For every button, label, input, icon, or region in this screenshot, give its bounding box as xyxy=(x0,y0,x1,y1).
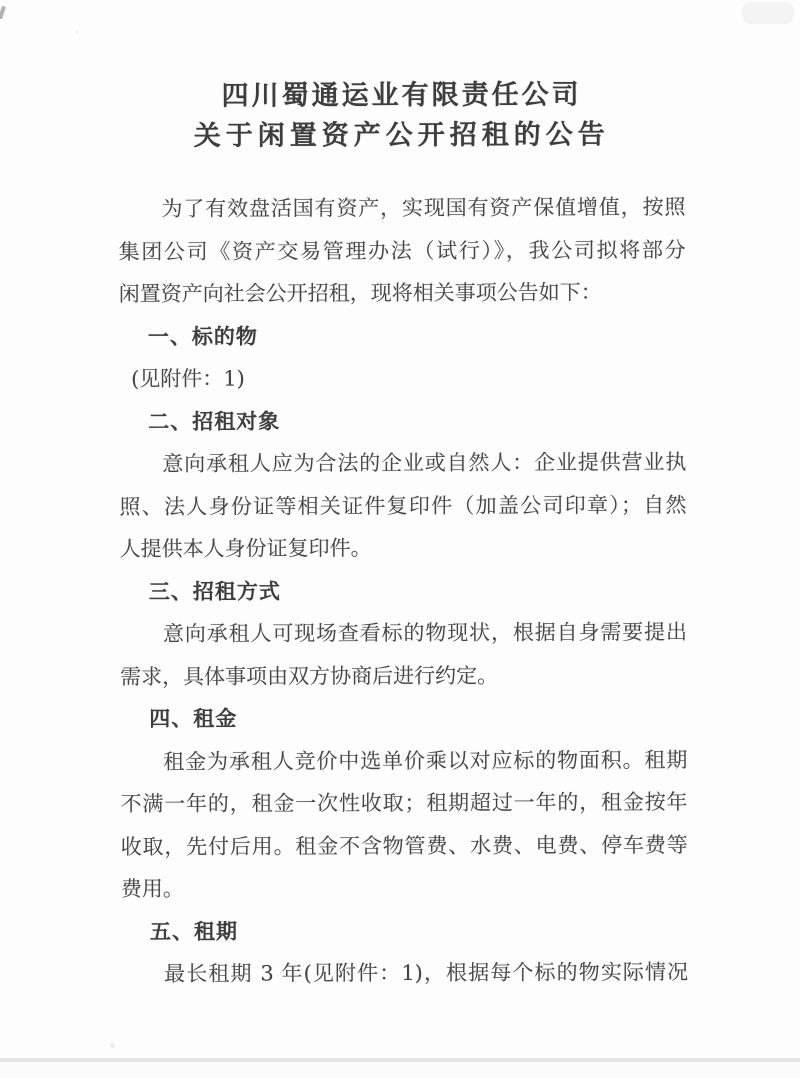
scan-artifact-speck xyxy=(110,1043,115,1048)
section-heading: 五、租期 xyxy=(149,919,239,944)
document-content xyxy=(118,75,688,995)
document-title xyxy=(118,75,685,157)
text-line: 集团公司《资产交易管理办法（试行）》，我公司拟将部分 xyxy=(118,237,686,264)
scan-artifact-mark xyxy=(0,6,6,20)
document-body xyxy=(118,186,688,995)
text-line: 意向承租人可现场查看标的物现状，根据自身需要提出 xyxy=(162,620,687,646)
section-heading: 四、租金 xyxy=(149,706,238,731)
scan-strip-below-edge xyxy=(0,1062,800,1078)
text-line: 照、法人身份证等相关证件复印件（加盖公司印章）；自然 xyxy=(119,492,687,519)
document-title-line2: 关于闲置资产公开招租的公告 xyxy=(193,119,610,152)
section-heading: 一、标的物 xyxy=(147,324,258,349)
text-line: 人提供本人身份证复印件。 xyxy=(119,536,372,561)
scan-artifact-smudge xyxy=(742,2,794,24)
text-line: 不满一年的，租金一次性收取；租期超过一年的，租金按年 xyxy=(120,790,688,816)
text-line: 闲置资产向社会公开招租，现将相关事项公告如下： xyxy=(118,280,602,306)
document-title-line1: 四川蜀通运业有限责任公司 xyxy=(221,79,582,112)
text-line: (见附件：1) xyxy=(131,366,245,391)
section-heading: 二、招租对象 xyxy=(148,408,281,434)
text-line: 收取，先付后用。租金不含物管费、水费、电费、停车费等 xyxy=(120,832,688,859)
text-line: 需求，具体事项由双方协商后进行约定。 xyxy=(120,663,499,689)
text-line: 租金为承租人竞价中选单价乘以对应标的物面积。租期 xyxy=(163,747,688,774)
text-line: 为了有效盘活国有资产，实现国有资产保值增值，按照 xyxy=(161,195,686,221)
text-line: 意向承租人应为合法的企业或自然人：企业提供营业执 xyxy=(162,450,687,476)
text-line: 费用。 xyxy=(120,876,184,901)
section-heading: 三、招租方式 xyxy=(148,578,281,604)
scan-artifact-speck xyxy=(75,30,79,34)
text-line: 最长租期 3 年(见附件：1)，根据每个标的物实际情况 xyxy=(164,960,689,986)
